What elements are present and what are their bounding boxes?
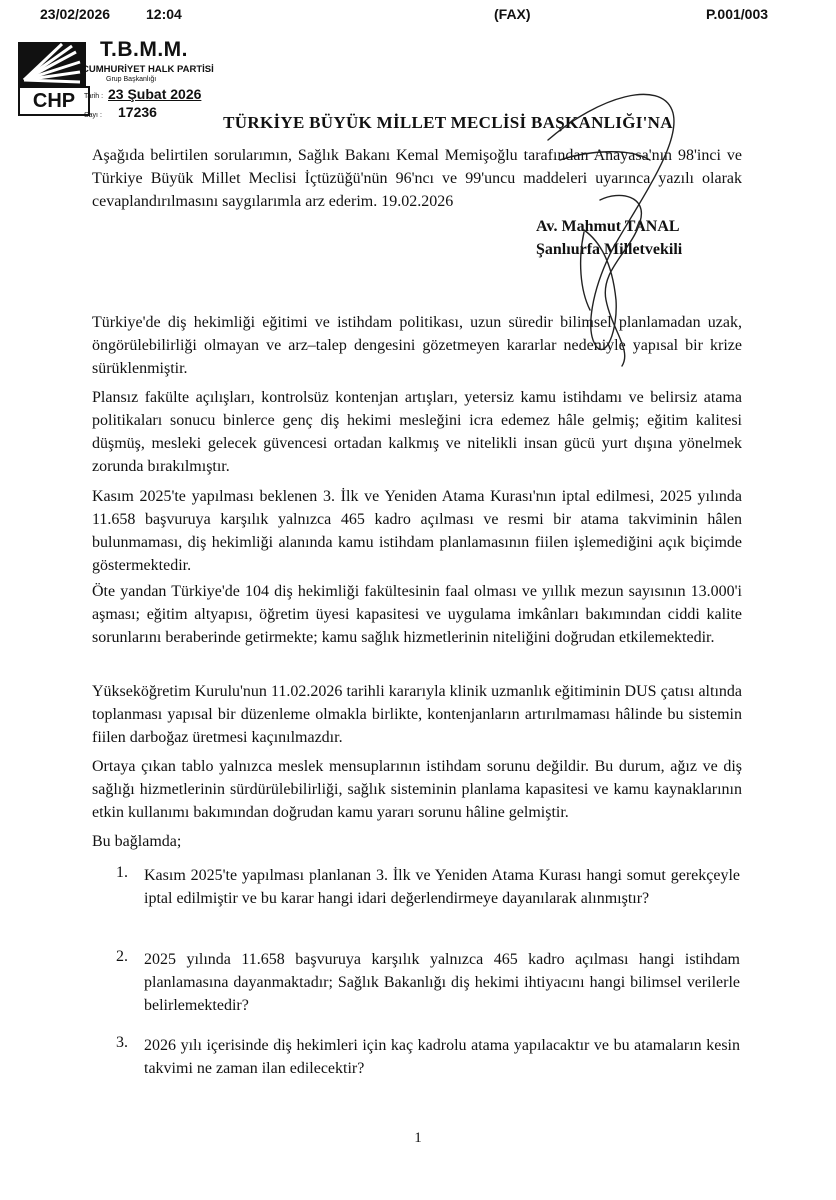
paragraph: Ortaya çıkan tablo yalnızca meslek mensuplarının istihdam sorunu değildir. Bu durum, ağız ve diş sağlığı hizmetlerinin sürdürülebilirliği, sağlık sisteminin planlama kapasitesi ve kamu kaynaklarının etkin kullanımı bakımından doğrudan kamu yararı sorunu hâline gelmiştir. [92, 758, 742, 821]
paragraph: Yükseköğretim Kurulu'nun 11.02.2026 tarihli kararıyla klinik uzmanlık eğitiminin DUS çatısı altında toplanması yapısal bir düzenleme olmakla birlikte, kontenjanların artırılmaması hâlinde bu sistemin fiilen darboğaz üretmesi kaçınılmazdır. [92, 683, 742, 746]
number-value: 17236 [118, 104, 157, 120]
paragraph: Öte yandan Türkiye'de 104 diş hekimliği fakültesinin faal olması ve yıllık mezun sayısının 13.000'i aşması; eğitim altyapısı, öğretim üyesi kapasitesi ve uygulama imkânları bakımından ciddi kalite sorunlarını beraberinde getirmekte; kamu sağlık hizmetlerinin niteliğini doğrudan etkilemektedir. [92, 583, 742, 646]
fax-time: 12:04 [146, 6, 182, 22]
org-name: T.B.M.M. [100, 38, 188, 61]
question-number: 3. [116, 1034, 128, 1051]
paragraph: Türkiye'de diş hekimliği eğitimi ve istihdam politikası, uzun süredir bilimsel planlamadan uzak, öngörülebilirliği olmayan ve arz–talep dengesini gözetmeyen kararlar nedeniyle yapısal bir krize sürüklenmiştir. [92, 314, 742, 377]
number-label: Sayı : [84, 112, 102, 119]
date-value: 23 Şubat 2026 [108, 86, 202, 102]
paragraph: Plansız fakülte açılışları, kontrolsüz kontenjan artışları, yetersiz kamu istihdamı ve belirsiz atama politikaları sonucu binlerce genç diş hekimi mesleğini icra edemez hâle gelmiş; eğitim kalitesi düşmüş, mesleki gelecek güvencesi ortadan kalkmış ve nitelikli insan gücü yurt dışına yönelmek zorunda bırakılmıştır. [92, 389, 742, 475]
group-name: Grup Başkanlığı [106, 76, 157, 83]
question-text: 2026 yılı içerisinde diş hekimleri için kaç kadrolu atama yapılacaktır ve bu atamaların kesin takvimi ne zaman ilan edilecektir? [144, 1037, 740, 1077]
fax-date: 23/02/2026 [40, 6, 111, 22]
party-name: CUMHURİYET HALK PARTİSİ [82, 64, 214, 75]
document-title: TÜRKİYE BÜYÜK MİLLET MECLİSİ BAŞKANLIĞI'NA [223, 113, 673, 132]
page-number: 1 [414, 1130, 422, 1146]
date-label: Tarih : [84, 93, 104, 100]
fax-page: P.001/003 [706, 6, 769, 22]
question-number: 1. [116, 864, 128, 881]
paragraph: Kasım 2025'te yapılması beklenen 3. İlk ve Yeniden Atama Kurası'nın iptal edilmesi, 2025 yılında 11.658 başvuruya karşılık yalnızca 465 kadro açılması ve resmi bir atama takviminin hâlen bulunmaması, diş hekimliği alanında kamu istihdam planlamasının fiilen işlemediğini açık biçimde göstermektedir. [92, 488, 742, 574]
signature-name: Av. Mahmut TANAL [536, 218, 680, 235]
party-logo-text: CHP [18, 86, 90, 116]
question-number: 2. [116, 948, 128, 965]
fax-type: (FAX) [494, 6, 531, 22]
paragraph: Bu bağlamda; [92, 833, 182, 850]
intro-paragraph: Aşağıda belirtilen sorularımın, Sağlık Bakanı Kemal Memişoğlu tarafından Anayasa'nın 98'inci ve Türkiye Büyük Millet Meclisi İçtüzüğü'nün 96'ncı ve 99'uncu maddeleri uyarınca yazılı olarak cevaplandırılmasını saygılarımla arz ederim. 19.02.2026 [92, 147, 742, 210]
signature-title: Şanlıurfa Milletvekili [536, 241, 683, 258]
question-text: Kasım 2025'te yapılması planlanan 3. İlk ve Yeniden Atama Kurası hangi somut gerekçeyle iptal edilmiştir ve bu karar hangi idari değerlendirmeye dayanılarak alınmıştır? [144, 867, 740, 907]
question-text: 2025 yılında 11.658 başvuruya karşılık yalnızca 465 kadro açılması hangi istihdam planlamasına dayanmaktadır; Sağlık Bakanlığı diş hekimi ihtiyacını hangi bilimsel verilerle belirlemektedir? [144, 951, 740, 1014]
